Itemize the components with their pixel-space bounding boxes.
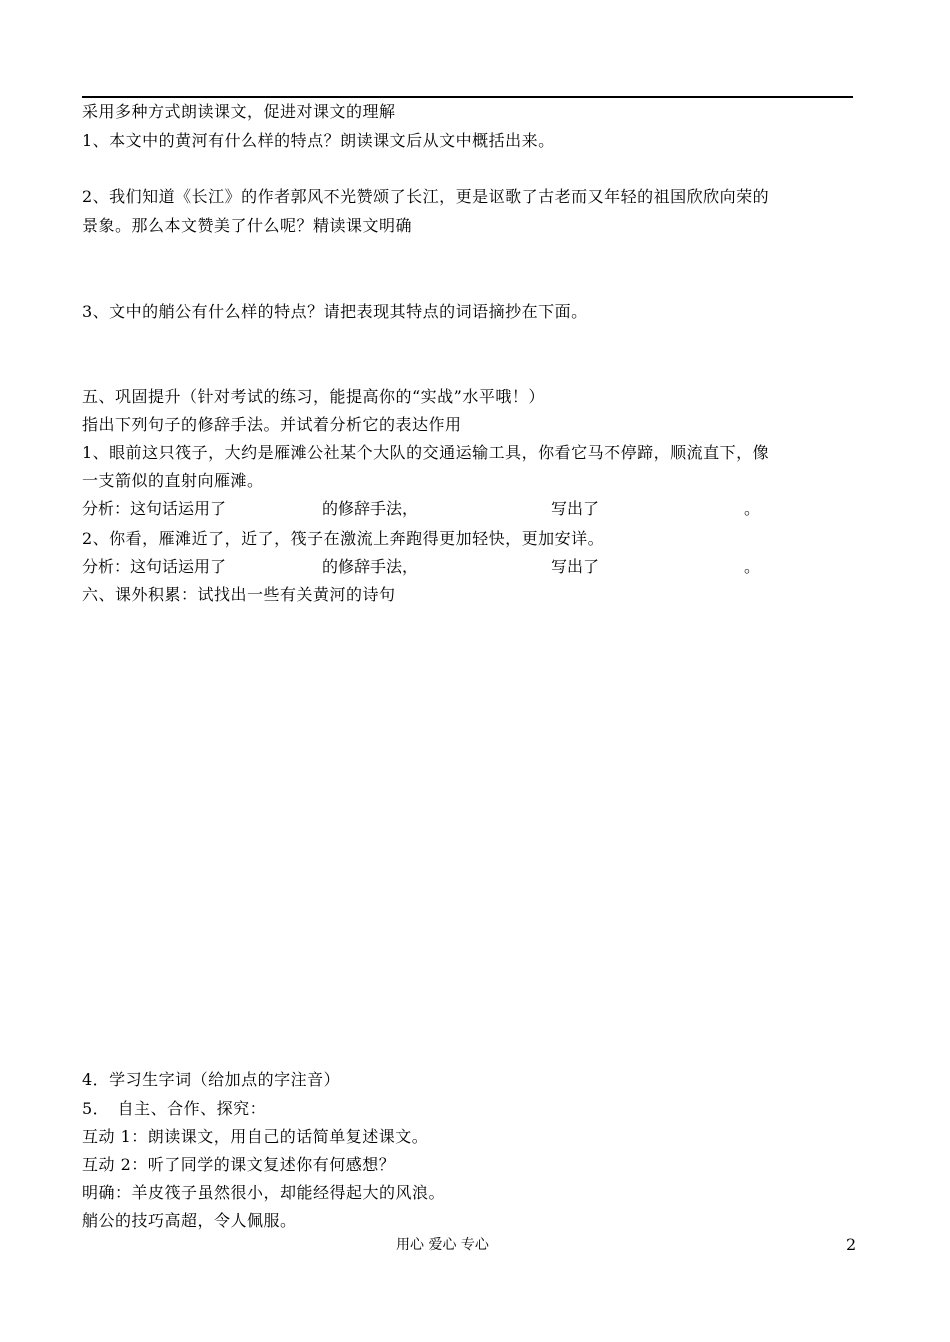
section-5-instruction: 指出下列句子的修辞手法。并试着分析它的表达作用	[82, 415, 462, 434]
question-3: 3、文中的艄公有什么样的特点？请把表现其特点的词语摘抄在下面。	[82, 302, 588, 321]
explore-task: 5． 自主、合作、探究：	[82, 1099, 267, 1118]
page-number: 2	[846, 1235, 857, 1254]
clarification: 明确：羊皮筏子虽然很小，却能经得起大的风浪。	[82, 1183, 446, 1202]
sentence-1-cont: 一支箭似的直射向雁滩。	[82, 471, 264, 490]
question-2: 2、我们知道《长江》的作者郭风不光赞颂了长江，更是讴歌了古老而又年轻的祖国欣欣向荣的	[82, 187, 770, 206]
analysis-middle: 的修辞手法，	[322, 557, 419, 576]
interaction-1: 互动 1：朗读课文，用自己的话简单复述课文。	[82, 1127, 429, 1146]
question-2-cont: 景象。那么本文赞美了什么呢？精读课文明确	[82, 216, 413, 235]
analysis-end: 。	[744, 499, 761, 518]
analysis-middle: 的修辞手法，	[322, 499, 419, 518]
analysis-wrote: 写出了	[551, 557, 600, 576]
header-rule	[82, 96, 853, 98]
analysis-end: 。	[744, 557, 761, 576]
intro-line: 采用多种方式朗读课文，促进对课文的理解	[82, 102, 396, 121]
question-1: 1、本文中的黄河有什么样的特点？朗读课文后从文中概括出来。	[82, 131, 555, 150]
footer-motto: 用心 爱心 专心	[396, 1237, 489, 1253]
section-6-heading: 六、课外积累：试找出一些有关黄河的诗句	[82, 585, 396, 604]
section-5-heading: 五、巩固提升（针对考试的练习，能提高你的“实战”水平哦！）	[82, 387, 545, 406]
vocab-task: 4．学习生字词（给加点的字注音）	[82, 1070, 341, 1089]
clarification-cont: 艄公的技巧高超，令人佩服。	[82, 1211, 297, 1230]
analysis-prefix: 分析：这句话运用了	[82, 499, 227, 518]
analysis-prefix: 分析：这句话运用了	[82, 557, 227, 576]
analysis-wrote: 写出了	[551, 499, 600, 518]
sentence-1: 1、眼前这只筏子，大约是雁滩公社某个大队的交通运输工具，你看它马不停蹄，顺流直下，像	[82, 443, 770, 462]
sentence-2: 2、你看，雁滩近了，近了，筏子在激流上奔跑得更加轻快，更加安详。	[82, 529, 605, 548]
interaction-2: 互动 2：听了同学的课文复述你有何感想？	[82, 1155, 396, 1174]
